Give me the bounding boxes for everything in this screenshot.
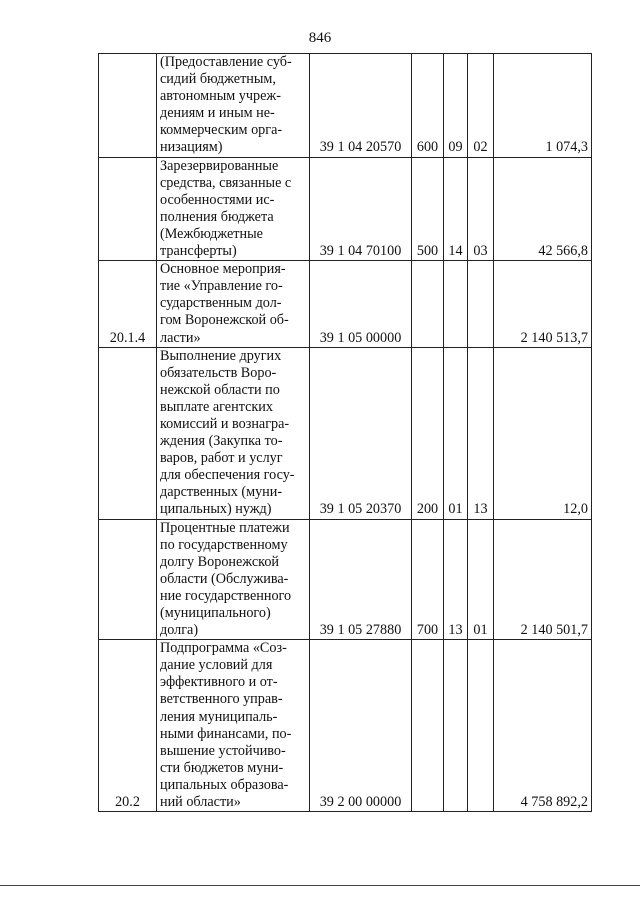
subsection-cell <box>468 640 494 812</box>
item-name-line: обязательств Воро- <box>160 364 277 381</box>
subsection-cell: 02 <box>468 54 494 158</box>
section-cell <box>444 640 468 812</box>
item-name-line: сидий бюджетным, <box>160 71 276 88</box>
item-name-line: (Предоставление суб- <box>160 54 292 70</box>
row-number-cell <box>99 519 157 640</box>
item-name-line: ний области» <box>160 794 241 811</box>
item-name-line: (муниципального) <box>160 605 271 621</box>
expense-type-cell: 200 <box>412 347 444 519</box>
item-name-line: автономным учреж- <box>160 88 281 105</box>
target-article-code-cell: 39 1 05 00000 <box>310 261 412 347</box>
target-article-code-cell: 39 1 05 20370 <box>310 347 412 519</box>
target-article-code-cell: 39 1 04 20570 <box>310 54 412 158</box>
item-name-line: Выполнение других <box>160 347 282 364</box>
item-name-line: варов, работ и услуг <box>160 450 283 467</box>
item-name-line: особенностями ис- <box>160 191 275 208</box>
row-number-cell: 20.1.4 <box>99 261 157 347</box>
item-name-line: ления муниципаль- <box>160 708 278 725</box>
item-name-line: по государственному <box>160 536 288 553</box>
table-row <box>99 261 592 347</box>
item-name-cell <box>157 347 310 519</box>
section-cell: 13 <box>444 519 468 640</box>
item-name-cell <box>157 157 310 261</box>
expense-type-cell <box>412 640 444 812</box>
item-name-line: Подпрограмма «Соз- <box>160 640 287 657</box>
amount-cell: 1 074,3 <box>494 54 592 158</box>
amount-cell: 4 758 892,2 <box>494 640 592 812</box>
expense-type-cell: 700 <box>412 519 444 640</box>
subsection-cell: 13 <box>468 347 494 519</box>
section-cell: 14 <box>444 157 468 261</box>
table-row <box>99 519 592 640</box>
item-name-line: Процентные платежи <box>160 519 290 536</box>
item-name-cell <box>157 54 310 158</box>
item-name-line: долгу Воронежской <box>160 553 279 570</box>
item-name-line: тие «Управление го- <box>160 278 283 295</box>
item-name-line: трансферты) <box>160 243 237 260</box>
amount-cell: 2 140 501,7 <box>494 519 592 640</box>
item-name-line: выплате агентских <box>160 398 273 415</box>
item-name-line: сти бюджетов муни- <box>160 759 284 776</box>
item-name-line: вышение устойчиво- <box>160 742 286 759</box>
item-name-line: низациям) <box>160 139 223 156</box>
row-number-cell: 20.2 <box>99 640 157 812</box>
expense-type-cell: 600 <box>412 54 444 158</box>
subsection-cell: 01 <box>468 519 494 640</box>
target-article-code-cell: 39 1 05 27880 <box>310 519 412 640</box>
item-name-line: дениям и иным не- <box>160 105 275 122</box>
row-number-cell <box>99 54 157 158</box>
item-name-line: коммерческим орга- <box>160 122 283 139</box>
item-name-line: долга) <box>160 622 199 639</box>
item-name-line: ветственного управ- <box>160 691 283 708</box>
item-name-line: дарственных (муни- <box>160 484 283 501</box>
item-name-line: Основное мероприя- <box>160 261 286 278</box>
item-name-line: средства, связанные с <box>160 174 292 191</box>
item-name-line: для обеспечения госу- <box>160 467 295 484</box>
table-row <box>99 54 592 158</box>
item-name-line: ципальных образова- <box>160 776 289 793</box>
amount-cell: 42 566,8 <box>494 157 592 261</box>
target-article-code-cell: 39 2 00 00000 <box>310 640 412 812</box>
expense-type-cell: 500 <box>412 157 444 261</box>
table-row <box>99 347 592 519</box>
item-name-line: нежской области по <box>160 381 280 398</box>
page-number: 846 <box>308 30 332 46</box>
item-name-cell <box>157 640 310 812</box>
section-cell: 01 <box>444 347 468 519</box>
item-name-line: комиссий и вознагра- <box>160 415 290 432</box>
item-name-line: ждения (Закупка то- <box>160 433 283 450</box>
item-name-line: ципальных) нужд) <box>160 501 272 518</box>
target-article-code-cell: 39 1 04 70100 <box>310 157 412 261</box>
row-number-cell <box>99 347 157 519</box>
item-name-line: эффективного и от- <box>160 674 278 691</box>
item-name-line: полнения бюджета <box>160 208 274 225</box>
item-name-line: ние государственного <box>160 587 292 604</box>
item-name-line: ласти» <box>160 329 201 346</box>
subsection-cell: 03 <box>468 157 494 261</box>
item-name-line: ными финансами, по- <box>160 725 292 742</box>
item-name-line: сударственным дол- <box>160 295 282 312</box>
section-cell: 09 <box>444 54 468 158</box>
amount-cell: 2 140 513,7 <box>494 261 592 347</box>
subsection-cell <box>468 261 494 347</box>
item-name-line: (Межбюджетные <box>160 225 263 242</box>
item-name-cell <box>157 519 310 640</box>
table-row <box>99 157 592 261</box>
item-name-line: гом Воронежской об- <box>160 312 289 329</box>
row-number-cell <box>99 157 157 261</box>
item-name-line: Зарезервированные <box>160 157 279 174</box>
bottom-rule <box>0 885 640 886</box>
expense-type-cell <box>412 261 444 347</box>
section-cell <box>444 261 468 347</box>
item-name-line: дание условий для <box>160 657 273 674</box>
item-name-cell <box>157 261 310 347</box>
budget-table <box>98 53 592 812</box>
amount-cell: 12,0 <box>494 347 592 519</box>
table-row <box>99 640 592 812</box>
item-name-line: области (Обслужива- <box>160 570 289 587</box>
